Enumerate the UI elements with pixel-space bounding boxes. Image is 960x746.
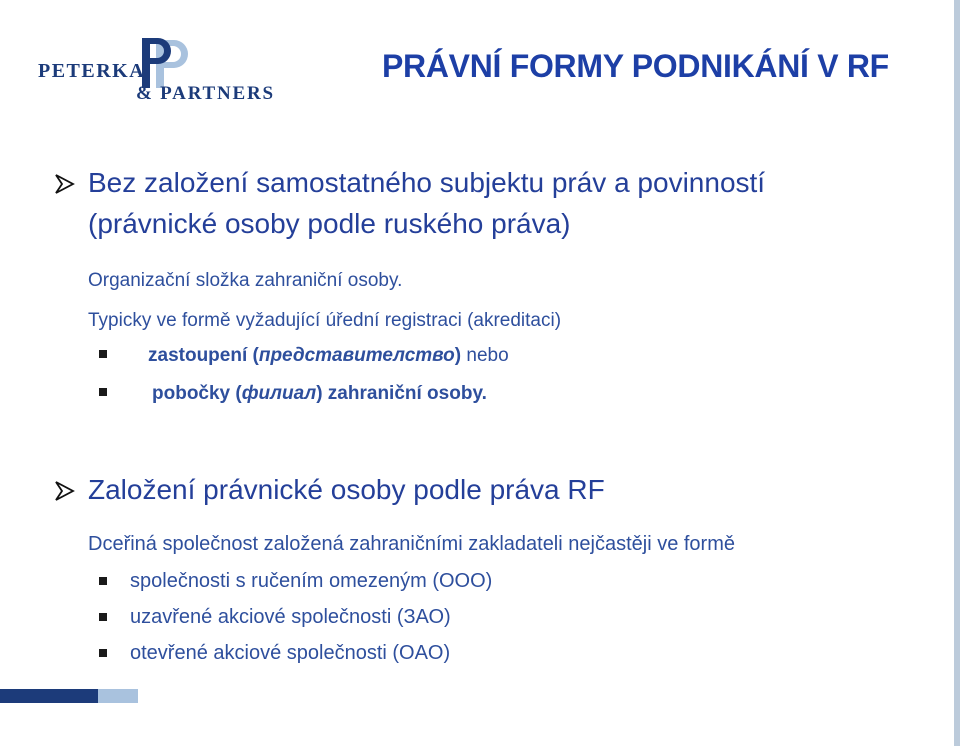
bullet2-before: pobočky (	[152, 383, 242, 404]
section2-bullet-2: uzavřené akciové společnosti (ЗАО)	[130, 606, 451, 628]
logo-p-light	[156, 40, 188, 88]
section1-heading-line2: (právnické osoby podle ruského práva)	[88, 208, 571, 239]
square-bullet-icon	[99, 388, 107, 396]
section2-bullet-1: společnosti s ručením omezeným (OOO)	[130, 570, 493, 592]
section1-heading-line1: Bez založení samostatného subjektu práv a povinností	[88, 167, 766, 198]
footer-bar-light	[98, 689, 138, 703]
bullet1-after: )	[454, 345, 462, 366]
arrow-bullet-icon	[54, 172, 76, 196]
logo-text-bottom: & PARTNERS	[136, 83, 275, 104]
square-bullet-icon	[99, 577, 107, 585]
section2-bullet-3: otevřené akciové společnosti (OAO)	[130, 642, 451, 664]
section2-heading: Založení právnické osoby podle práva RF	[88, 474, 605, 505]
square-bullet-icon	[99, 649, 107, 657]
footer-bar-dark	[0, 689, 98, 703]
bullet1-tail: nebo	[461, 345, 509, 366]
section1-bullet-1	[148, 345, 509, 367]
bullet2-russian-term: филиал	[241, 383, 317, 404]
bullet1-russian-term: представителство	[258, 345, 455, 366]
logo-text-top: PETERKA	[38, 60, 146, 82]
logo-graphic	[38, 36, 278, 106]
square-bullet-icon	[99, 350, 107, 358]
section1-line2: Typicky ve formě vyžadující úřední registraci (akreditaci)	[88, 310, 562, 331]
section1-line1: Organizační složka zahraniční osoby.	[88, 270, 403, 291]
peterka-partners-logo	[38, 36, 278, 106]
section2-line1: Dceřiná společnost založená zahraničními zakladateli nejčastěji ve formě	[88, 533, 735, 555]
section1-bullet-2	[152, 383, 487, 405]
page-title: PRÁVNÍ FORMY PODNIKÁNÍ V RF	[382, 48, 889, 84]
right-edge-bar	[954, 0, 960, 746]
arrow-bullet-icon	[54, 479, 76, 503]
bullet2-after: ) zahraniční osoby.	[316, 383, 487, 404]
square-bullet-icon	[99, 613, 107, 621]
bullet1-before: zastoupení (	[148, 345, 259, 366]
